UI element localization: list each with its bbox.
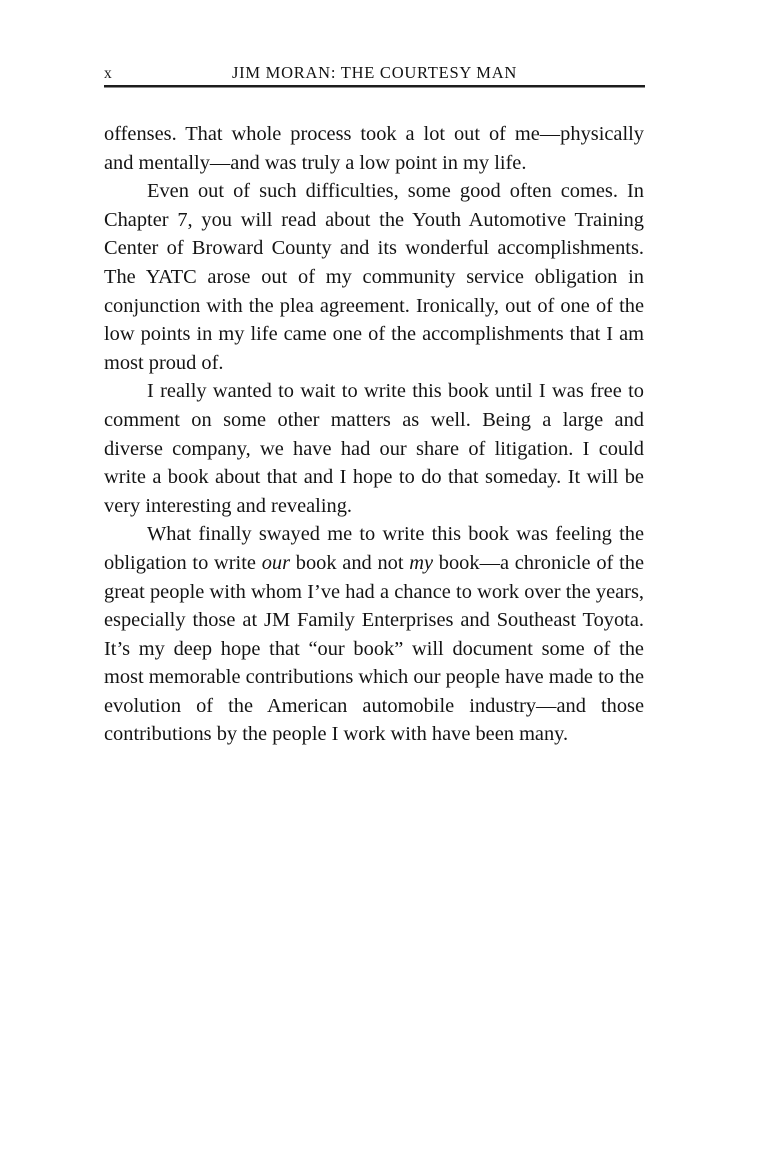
paragraph [104,520,644,749]
page-number: x [104,65,112,82]
text-run: book and not [290,551,410,574]
running-head-rule [104,85,645,87]
paragraph [104,120,644,177]
text-run: book—a chronicle of the great people with whom I’ve had a chance to work over the years, especially those at JM Family Enterprises and Southeast Toyota. It’s my deep hope that “our book” will document some of the most memorable contributions which our people have made to the evolution of the American automobile industry—and those contributions by the people I work with have been many. [104,551,644,746]
body-text-block [104,120,644,749]
emphasized-text: my [409,551,434,574]
running-head-title: JIM MORAN: THE COURTESY MAN [231,63,518,82]
paragraph [104,177,644,377]
text-run: What finally swayed me to write this book was feeling the obligation to write [104,523,644,574]
text-run: Even out of such difficulties, some good often comes. In Chapter 7, you will read about the Youth Automotive Training Center of Broward County and its wonderful accomplishments. The YATC arose out of my community service obligation in conjunction with the plea agreement. Ironically, out of one of the low points in my life came one of the accomplishments that I am most proud of. [104,180,644,374]
text-run: offenses. That whole process took a lot out of me—physically and mentally—and was truly a low point in my life. [104,123,644,174]
text-run: I really wanted to wait to write this book until I was free to comment on some other matters as well. Being a large and diverse company, we have had our share of litigation. I could write a book about that and I hope to do that someday. It will be very interesting and revealing. [104,380,644,517]
paragraph [104,377,644,520]
emphasized-text: our [261,551,291,574]
